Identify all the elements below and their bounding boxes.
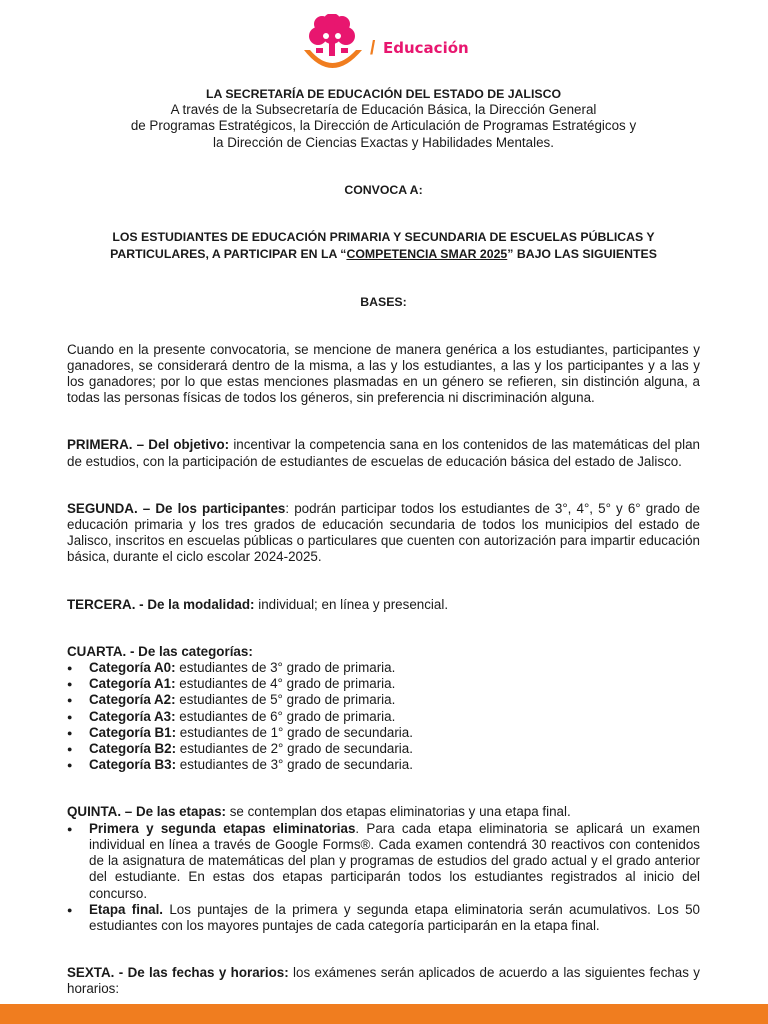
- list-item: ● Categoría B1: estudiantes de 1° grado de secundaria.: [67, 725, 700, 741]
- document-title: LA SECRETARÍA DE EDUCACIÓN DEL ESTADO DE JALISCO: [205, 87, 562, 101]
- preamble-paragraph: Cuando en la presente convocatoria, se mencione de manera genérica a los estudiantes, participantes y ganadores, se considerará dentro de la misma, a las y los estudiantes, a las y los participantes y a las y los ganadores; por lo que estas menciones plasmadas en un género se refieren, sin distinción alguna, a todas las personas físicas de todos los géneros, sin preferencia ni discriminación alguna.: [67, 341, 700, 406]
- bases-heading: BASES:: [360, 295, 407, 310]
- intro-line: A través de la Subsecretaría de Educación Básica, la Dirección General: [170, 102, 597, 118]
- convoca-heading: CONVOCA A:: [344, 182, 423, 197]
- section-tercera: TERCERA. - De la modalidad: individual; en línea y presencial.: [67, 596, 449, 612]
- intro-line: la Dirección de Ciencias Exactas y Habilidades Mentales.: [213, 134, 554, 150]
- stages-list: [67, 821, 700, 934]
- list-item: ● Categoría A2: estudiantes de 5° grado de primaria.: [67, 692, 700, 708]
- list-item: ● Categoría A3: estudiantes de 6° grado de primaria.: [67, 709, 700, 725]
- categories-list: [67, 660, 700, 773]
- education-tree-logo-icon: [300, 14, 366, 76]
- footer-bar: [0, 1004, 768, 1024]
- section-label: TERCERA. - De la modalidad:: [67, 596, 255, 612]
- intro-line: de Programas Estratégicos, la Dirección de Articulación de Programas Estratégicos y: [130, 118, 637, 134]
- document-header: [67, 86, 700, 151]
- competition-name: COMPETENCIA SMAR 2025: [346, 247, 508, 262]
- logo-text: Educación: [383, 39, 469, 57]
- logo-slash: /: [370, 38, 376, 59]
- section-segunda: SEGUNDA. – De los participantes: podrán participar todos los estudiantes de 3°, 4°, 5° y 6° grado de educación primaria y los tres grados de educación secundaria de todos los municipios del estado de Jalisco, inscritos en escuelas públicas o particulares que cuenten con autorización para impartir educación básica, durante el ciclo escolar 2024-2025.: [67, 500, 700, 565]
- list-item: ● Categoría A0: estudiantes de 3° grado de primaria.: [67, 660, 700, 676]
- section-label: SEGUNDA. – De los participantes: [67, 500, 286, 516]
- section-label: PRIMERA. – Del objetivo:: [67, 437, 230, 453]
- section-quinta: QUINTA. – De las etapas: se contemplan dos etapas eliminatorias y una etapa final.: [67, 804, 571, 820]
- audience-statement: LOS ESTUDIANTES DE EDUCACIÓN PRIMARIA Y SECUNDARIA DE ESCUELAS PÚBLICAS Y PARTICULARES, A PARTICIPAR EN LA “COMPETENCIA SMAR 2025” BAJO LAS SIGUIENTES: [110, 230, 657, 262]
- list-item: ● Categoría B2: estudiantes de 2° grado de secundaria.: [67, 741, 700, 757]
- list-item: ● Primera y segunda etapas eliminatorias. Para cada etapa eliminatoria se aplicará un examen individual en línea a través de Google Forms®. Cada examen contendrá 30 reactivos con contenidos de la asignatura de matemáticas del plan y programas de estudios del grado actual y el grado anterior del estudiante. En estas dos etapas participarán todos los estudiantes registrados al inicio del concurso.: [67, 821, 700, 902]
- list-item: ● Categoría A1: estudiantes de 4° grado de primaria.: [67, 676, 700, 692]
- section-label: SEXTA. - De las fechas y horarios:: [67, 965, 289, 981]
- list-item: ● Categoría B3: estudiantes de 3° grado de secundaria.: [67, 757, 700, 773]
- header-logo: [300, 14, 480, 76]
- section-primera: PRIMERA. – Del objetivo: incentivar la competencia sana en los contenidos de las matemáticas del plan de estudios, con la participación de estudiantes de escuelas de educación básica del estado de Jalisco.: [67, 437, 700, 469]
- section-sexta: SEXTA. - De las fechas y horarios: los exámenes serán aplicados de acuerdo a las siguientes fechas y horarios:: [67, 965, 700, 997]
- section-cuarta: CUARTA. - De las categorías:: [67, 643, 253, 659]
- section-label: QUINTA. – De las etapas:: [67, 804, 227, 820]
- document-body: [67, 86, 700, 998]
- list-item: ● Etapa final. Los puntajes de la primera y segunda etapa eliminatoria serán acumulativos. Los 50 estudiantes con los mayores puntajes de cada categoría participarán en la etapa final.: [67, 902, 700, 934]
